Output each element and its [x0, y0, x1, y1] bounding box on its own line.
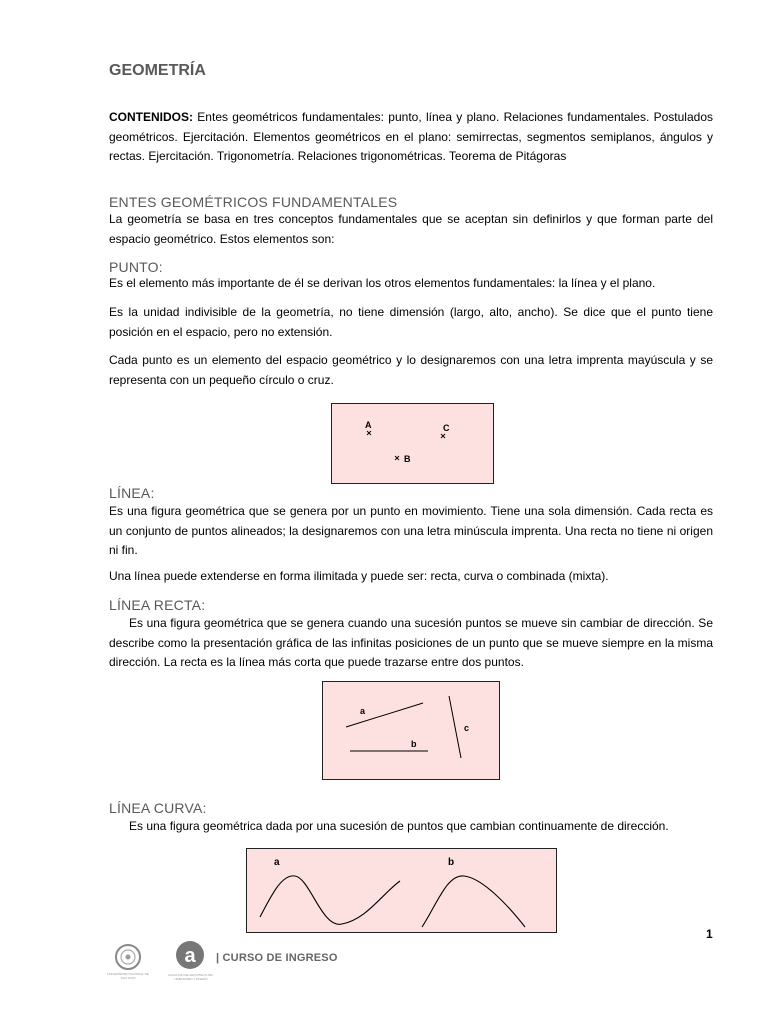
- linea-paragraph-2: Una línea puede extenderse en forma ilimitada y puede ser: recta, curva o combinada (mixta).: [109, 569, 609, 583]
- curve-a: [260, 876, 400, 924]
- heading-linea-curva: LÍNEA CURVA:: [109, 800, 207, 816]
- points-figure: [331, 403, 494, 484]
- points-figure-svg: [332, 404, 493, 483]
- university-name: UNIVERSIDAD NACIONAL DE SAN JUAN: [107, 972, 149, 980]
- curve-a-label: a: [274, 857, 280, 868]
- point-b-label: B: [404, 454, 411, 464]
- punto-paragraph-2: Es la unidad indivisible de la geometría, no tiene dimensión (largo, alto, ancho). Se dice que el punto tiene posición en el espacio, pero no extensión.: [109, 305, 713, 339]
- curved-lines-figure: [246, 848, 557, 933]
- point-a-label: A: [365, 420, 372, 430]
- point-c-cross-icon: [441, 434, 445, 438]
- contents-paragraph: [109, 108, 713, 167]
- heading-linea-recta: LÍNEA RECTA:: [109, 597, 206, 613]
- line-c: [449, 696, 461, 758]
- linea-paragraph-1: Es una figura geométrica que se genera por un punto en movimiento. Tiene una sola dimensión. Cada recta es un conjunto de puntos alineados; la designaremos con una letra minúscula imprenta. Una recta no tiene ni origen ni fin.: [109, 504, 713, 557]
- punto-paragraph-3: Cada punto es un elemento del espacio geométrico y lo designaremos con una letra imprenta mayúscula y se representa con un pequeño círculo o cruz.: [109, 353, 713, 387]
- line-a-label: a: [360, 706, 366, 716]
- entes-paragraph: La geometría se basa en tres conceptos fundamentales que se aceptan sin definirlos y que forman parte del espacio geométrico. Estos elementos son:: [109, 212, 713, 246]
- footer: [108, 938, 368, 982]
- faculty-logo-letter: a: [184, 945, 196, 967]
- faculty-name: FACULTAD DE ARQUITECTURA, URBANISMO Y DISEÑO: [168, 973, 214, 981]
- contents-label: CONTENIDOS:: [109, 110, 193, 124]
- straight-lines-figure-svg: [323, 682, 499, 779]
- heading-linea: LÍNEA:: [109, 485, 155, 501]
- straight-lines-figure: [322, 681, 500, 780]
- curva-paragraph-1: Es una figura geométrica dada por una sucesión de puntos que cambian continuamente de dirección.: [129, 819, 669, 833]
- heading-entes: ENTES GEOMÉTRICOS FUNDAMENTALES: [109, 194, 398, 210]
- curve-b: [422, 876, 525, 927]
- curve-b-label: b: [448, 857, 455, 868]
- course-label: | CURSO DE INGRESO: [216, 952, 338, 964]
- recta-paragraph-1: Es una figura geométrica que se genera cuando una sucesión puntos se mueve sin cambiar de dirección. Se describe como la presentación gráfica de las infinitas posiciones de un punto que se mueve siempre en la misma dirección. La recta es la línea más corta que puede trazarse entre dos puntos.: [109, 616, 713, 669]
- point-b-cross-icon: [395, 456, 399, 460]
- point-a-cross-icon: [367, 431, 371, 435]
- line-a: [346, 703, 423, 727]
- point-c-label: C: [443, 423, 450, 433]
- page-number: 1: [706, 927, 713, 941]
- curved-lines-figure-svg: [247, 849, 556, 932]
- punto-paragraph-1: Es el elemento más importante de él se derivan los otros elementos fundamentales: la línea y el plano.: [109, 276, 656, 290]
- heading-punto: PUNTO:: [109, 259, 163, 275]
- line-c-label: c: [464, 723, 470, 733]
- page-title: GEOMETRÍA: [109, 62, 206, 79]
- contents-text: Entes geométricos fundamentales: punto, línea y plano. Relaciones fundamentales. Postulados geométricos. Ejercitación. Elementos geométricos en el plano: semirrectas, segmentos semiplanos, ángulos y rectas. Ejercitación. Trigonometría. Relaciones trigonométricas. Teorema de Pitágoras: [109, 110, 713, 163]
- line-b-label: b: [411, 739, 417, 749]
